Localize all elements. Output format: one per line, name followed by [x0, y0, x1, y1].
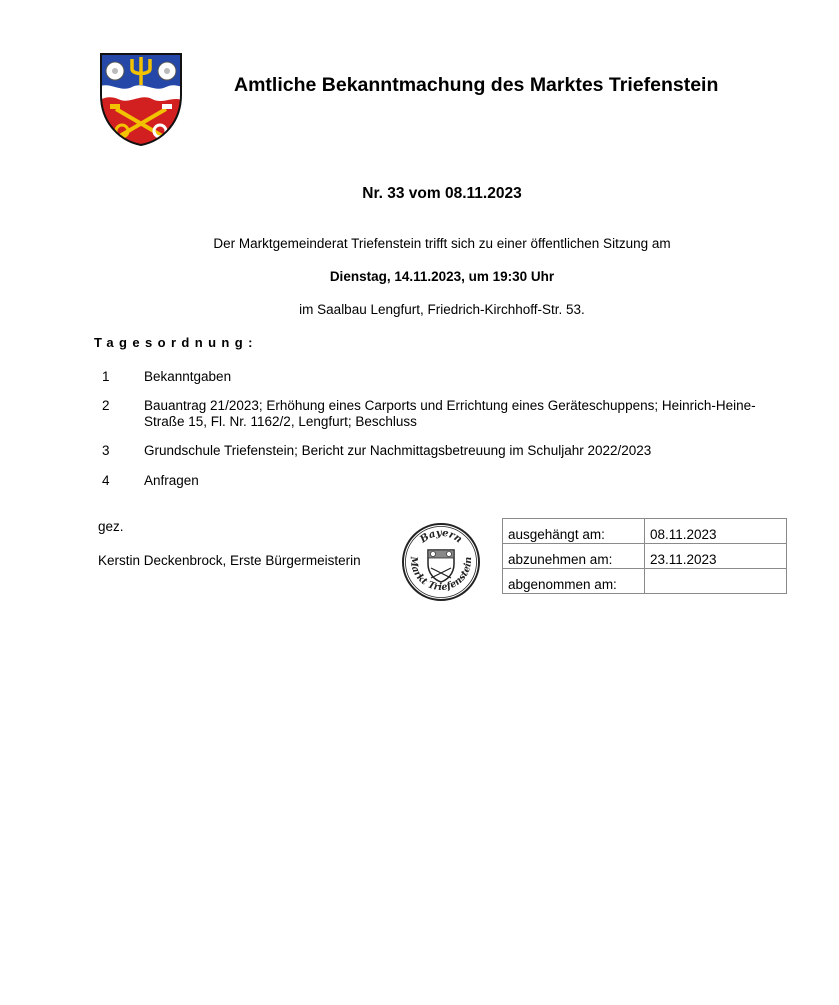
svg-text:Markt Triefenstein: [408, 555, 474, 593]
signer-name: Kerstin Deckenbrock, Erste Bürgermeisterin: [98, 553, 361, 568]
meeting-datetime: Dienstag, 14.11.2023, um 19:30 Uhr: [329, 269, 555, 284]
page-title: Amtliche Bekanntmachung des Marktes Triefenstein: [234, 74, 719, 96]
table-row: [503, 569, 787, 594]
posting-label: ausgehängt am:: [503, 519, 645, 544]
agenda-heading: Tagesordnung:: [94, 335, 258, 350]
stamp-top-text: Bayern: [418, 527, 464, 546]
coat-of-arms-icon: [98, 51, 184, 147]
stamp-bottom-text: Markt Triefenstein: [407, 556, 475, 594]
signature-gez: gez.: [98, 519, 124, 534]
notice-intro: Der Marktgemeinderat Triefenstein trifft sich zu einer öffentlichen Sitzung am: [213, 236, 671, 251]
agenda-item-number: 4: [102, 473, 110, 488]
agenda-item-text: Anfragen: [144, 473, 199, 488]
agenda-item-text: Grundschule Triefenstein; Bericht zur Nachmittagsbetreuung im Schuljahr 2022/2023: [144, 443, 652, 458]
agenda-item-number: 1: [102, 369, 110, 384]
agenda-item-text: Bauantrag 21/2023; Erhöhung eines Carports und Errichtung eines Geräteschuppens; Heinrich-Heine-Straße 15, Fl. Nr. 1162/2, Lengfurt; Beschluss: [144, 398, 756, 429]
table-row: [503, 544, 787, 569]
agenda-item-number: 3: [102, 443, 110, 458]
meeting-location: im Saalbau Lengfurt, Friedrich-Kirchhoff-Str. 53.: [299, 302, 585, 317]
agenda-item-text: Bekanntgaben: [144, 369, 232, 384]
posting-value: 23.11.2023: [645, 544, 787, 569]
notice-number: Nr. 33 vom 08.11.2023: [362, 185, 522, 202]
table-row: [503, 519, 787, 544]
posting-value: 08.11.2023: [645, 519, 787, 544]
posting-label: abzunehmen am:: [503, 544, 645, 569]
posting-value: [645, 569, 787, 594]
official-stamp-icon: [401, 522, 481, 602]
posting-label: abgenommen am:: [503, 569, 645, 594]
agenda-item-number: 2: [102, 398, 110, 413]
posting-dates-table: [502, 518, 787, 594]
